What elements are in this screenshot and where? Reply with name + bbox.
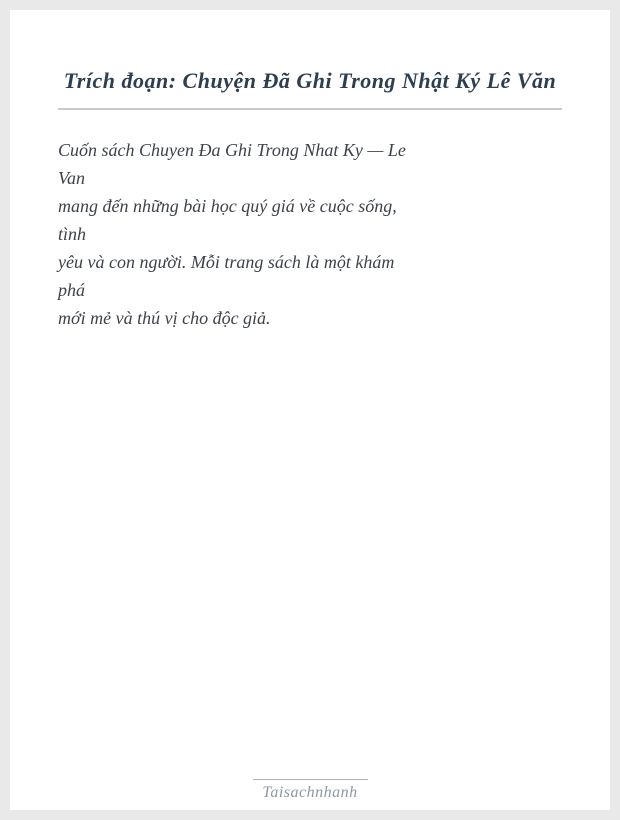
excerpt-body <box>58 136 562 332</box>
page-title: Trích đoạn: Chuyện Đã Ghi Trong Nhật Ký Lê Văn <box>63 68 557 93</box>
title-divider <box>58 108 562 110</box>
document-footer <box>10 779 610 802</box>
excerpt-line: mang đến những bài học quý giá về cuộc sống, <box>58 196 397 216</box>
footer-brand: Taisachnhanh <box>262 784 358 801</box>
footer-divider <box>253 779 368 780</box>
excerpt-line: tình <box>58 224 87 244</box>
excerpt-line: Van <box>58 168 85 188</box>
document-page <box>10 10 610 810</box>
excerpt-line: phá <box>58 280 85 300</box>
document-header <box>10 10 610 94</box>
excerpt-line: yêu và con người. Mỗi trang sách là một khám <box>58 252 395 272</box>
excerpt-line: Cuốn sách Chuyen Đa Ghi Trong Nhat Ky — Le <box>58 140 406 160</box>
excerpt-line: mới mẻ và thú vị cho độc giả. <box>58 308 271 328</box>
